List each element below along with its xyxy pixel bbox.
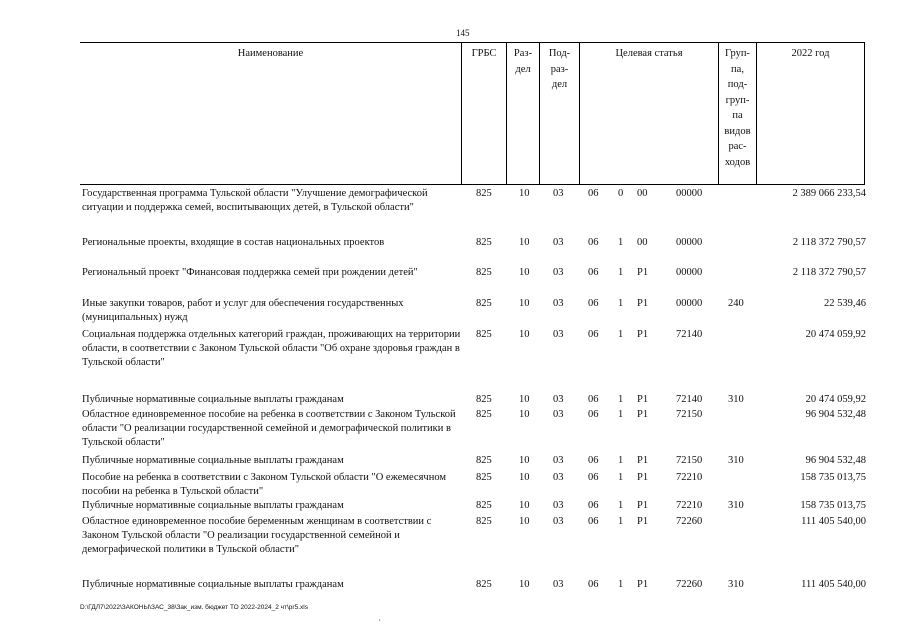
row-osn: P1: [637, 516, 649, 527]
row-osn: P1: [637, 329, 649, 340]
row-pp: 1: [618, 455, 624, 466]
row-napr: 72150: [676, 455, 703, 466]
row-napr: 00000: [676, 237, 703, 248]
row-pp: 1: [618, 237, 624, 248]
row-podrazdel: 03: [553, 188, 564, 199]
row-prog: 06: [588, 298, 599, 309]
row-grbs: 825: [476, 237, 492, 248]
row-podrazdel: 03: [553, 516, 564, 527]
row-prog: 06: [588, 188, 599, 199]
row-podrazdel: 03: [553, 267, 564, 278]
row-amount: 158 735 013,75: [800, 500, 866, 511]
row-pp: 1: [618, 579, 624, 590]
row-osn: P1: [637, 394, 649, 405]
row-pp: 1: [618, 516, 624, 527]
row-name: Пособие на ребенка в соответствии с Законом Тульской области "О ежемесячном пособии на ребенка в Тульской области": [82, 472, 447, 497]
row-grbs: 825: [476, 409, 492, 420]
table-header: [80, 42, 865, 185]
row-napr: 72140: [676, 394, 703, 405]
header-grbs: ГРБС: [461, 43, 506, 184]
row-grbs: 825: [476, 188, 492, 199]
row-podrazdel: 03: [553, 409, 564, 420]
row-grbs: 825: [476, 472, 492, 483]
row-vr: 310: [728, 455, 744, 466]
row-prog: 06: [588, 409, 599, 420]
row-name: Иные закупки товаров, работ и услуг для обеспечения государственных (муниципальных) нужд: [82, 298, 404, 323]
row-razdel: 10: [519, 394, 530, 405]
row-vr: 310: [728, 500, 744, 511]
row-napr: 00000: [676, 298, 703, 309]
row-prog: 06: [588, 267, 599, 278]
row-podrazdel: 03: [553, 455, 564, 466]
header-podrazdel: Под- раз- дел: [539, 43, 579, 184]
row-razdel: 10: [519, 579, 530, 590]
row-amount: 96 904 532,48: [805, 409, 866, 420]
row-amount: 20 474 059,92: [805, 329, 866, 340]
row-vr: 310: [728, 579, 744, 590]
row-razdel: 10: [519, 329, 530, 340]
row-razdel: 10: [519, 267, 530, 278]
row-osn: P1: [637, 472, 649, 483]
row-napr: 72140: [676, 329, 703, 340]
row-osn: P1: [637, 455, 649, 466]
row-amount: 96 904 532,48: [805, 455, 866, 466]
header-target: Целевая статья: [579, 43, 718, 184]
row-razdel: 10: [519, 472, 530, 483]
row-pp: 1: [618, 409, 624, 420]
row-grbs: 825: [476, 500, 492, 511]
row-napr: 00000: [676, 188, 703, 199]
row-amount: 20 474 059,92: [805, 394, 866, 405]
header-year: 2022 год: [756, 43, 865, 184]
row-razdel: 10: [519, 409, 530, 420]
row-name: Публичные нормативные социальные выплаты гражданам: [82, 500, 344, 511]
row-pp: 1: [618, 500, 624, 511]
row-razdel: 10: [519, 237, 530, 248]
row-podrazdel: 03: [553, 298, 564, 309]
row-name: Региональный проект "Финансовая поддержка семей при рождении детей": [82, 267, 418, 278]
row-vr: 310: [728, 394, 744, 405]
row-vr: 240: [728, 298, 744, 309]
row-name: Публичные нормативные социальные выплаты гражданам: [82, 394, 344, 405]
row-napr: 72210: [676, 500, 703, 511]
row-pp: 1: [618, 394, 624, 405]
row-prog: 06: [588, 237, 599, 248]
row-osn: P1: [637, 409, 649, 420]
row-napr: 72260: [676, 579, 703, 590]
row-osn: 00: [637, 237, 648, 248]
row-napr: 72150: [676, 409, 703, 420]
row-razdel: 10: [519, 500, 530, 511]
row-razdel: 10: [519, 188, 530, 199]
row-pp: 1: [618, 298, 624, 309]
header-name: Наименование: [237, 48, 304, 59]
row-prog: 06: [588, 579, 599, 590]
header-vid: Груп- па, под- груп- па видов рас- ходов: [718, 43, 756, 184]
row-pp: 0: [618, 188, 624, 199]
row-podrazdel: 03: [553, 329, 564, 340]
footer-mark: ,: [379, 616, 381, 622]
row-pp: 1: [618, 472, 624, 483]
row-podrazdel: 03: [553, 472, 564, 483]
row-prog: 06: [588, 500, 599, 511]
row-grbs: 825: [476, 329, 492, 340]
row-prog: 06: [588, 455, 599, 466]
footer-path: D:\ГДЛ7\2022\ЗАКОНЫ\ЗАС_38\Зак_изм. бюджет ТО 2022-2024_2 чт\pr5.xls: [80, 604, 308, 611]
page-number: 145: [456, 28, 470, 38]
row-podrazdel: 03: [553, 500, 564, 511]
row-grbs: 825: [476, 298, 492, 309]
row-name: Публичные нормативные социальные выплаты гражданам: [82, 455, 344, 466]
row-name: Областное единовременное пособие на ребенка в соответствии с Законом Тульской области "О реализации государственной семейной и демографической политики в Тульской области": [82, 409, 456, 448]
row-grbs: 825: [476, 394, 492, 405]
row-prog: 06: [588, 516, 599, 527]
row-amount: 22 539,46: [824, 298, 866, 309]
row-amount: 158 735 013,75: [800, 472, 866, 483]
row-podrazdel: 03: [553, 579, 564, 590]
row-osn: P1: [637, 267, 649, 278]
row-osn: P1: [637, 500, 649, 511]
row-prog: 06: [588, 329, 599, 340]
row-grbs: 825: [476, 267, 492, 278]
row-amount: 2 389 066 233,54: [792, 188, 866, 199]
row-napr: 72210: [676, 472, 703, 483]
header-razdel: Раз- дел: [506, 43, 539, 184]
row-grbs: 825: [476, 455, 492, 466]
row-grbs: 825: [476, 516, 492, 527]
row-podrazdel: 03: [553, 237, 564, 248]
row-name: Публичные нормативные социальные выплаты гражданам: [82, 579, 344, 590]
row-amount: 2 118 372 790,57: [792, 237, 866, 248]
row-razdel: 10: [519, 455, 530, 466]
row-name: Областное единовременное пособие беременным женщинам в соответствии с Законом Тульской области "О реализации государственной семейной и демографической политики в Тульской области": [82, 516, 432, 555]
row-napr: 72260: [676, 516, 703, 527]
row-osn: P1: [637, 579, 649, 590]
row-amount: 111 405 540,00: [801, 516, 866, 527]
row-amount: 2 118 372 790,57: [792, 267, 866, 278]
row-name: Государственная программа Тульской области "Улучшение демографической ситуации и поддержка семей, воспитывающих детей, в Тульской области": [82, 188, 428, 213]
row-razdel: 10: [519, 516, 530, 527]
row-podrazdel: 03: [553, 394, 564, 405]
row-napr: 00000: [676, 267, 703, 278]
row-prog: 06: [588, 472, 599, 483]
row-osn: 00: [637, 188, 648, 199]
row-prog: 06: [588, 394, 599, 405]
row-pp: 1: [618, 267, 624, 278]
row-grbs: 825: [476, 579, 492, 590]
row-razdel: 10: [519, 298, 530, 309]
row-amount: 111 405 540,00: [801, 579, 866, 590]
row-name: Региональные проекты, входящие в состав национальных проектов: [82, 237, 385, 248]
row-pp: 1: [618, 329, 624, 340]
row-name: Социальная поддержка отдельных категорий граждан, проживающих на территории области, в соответствии с Законом Тульской области "Об охране здоровья граждан в Тульской области": [82, 329, 461, 368]
row-osn: P1: [637, 298, 649, 309]
